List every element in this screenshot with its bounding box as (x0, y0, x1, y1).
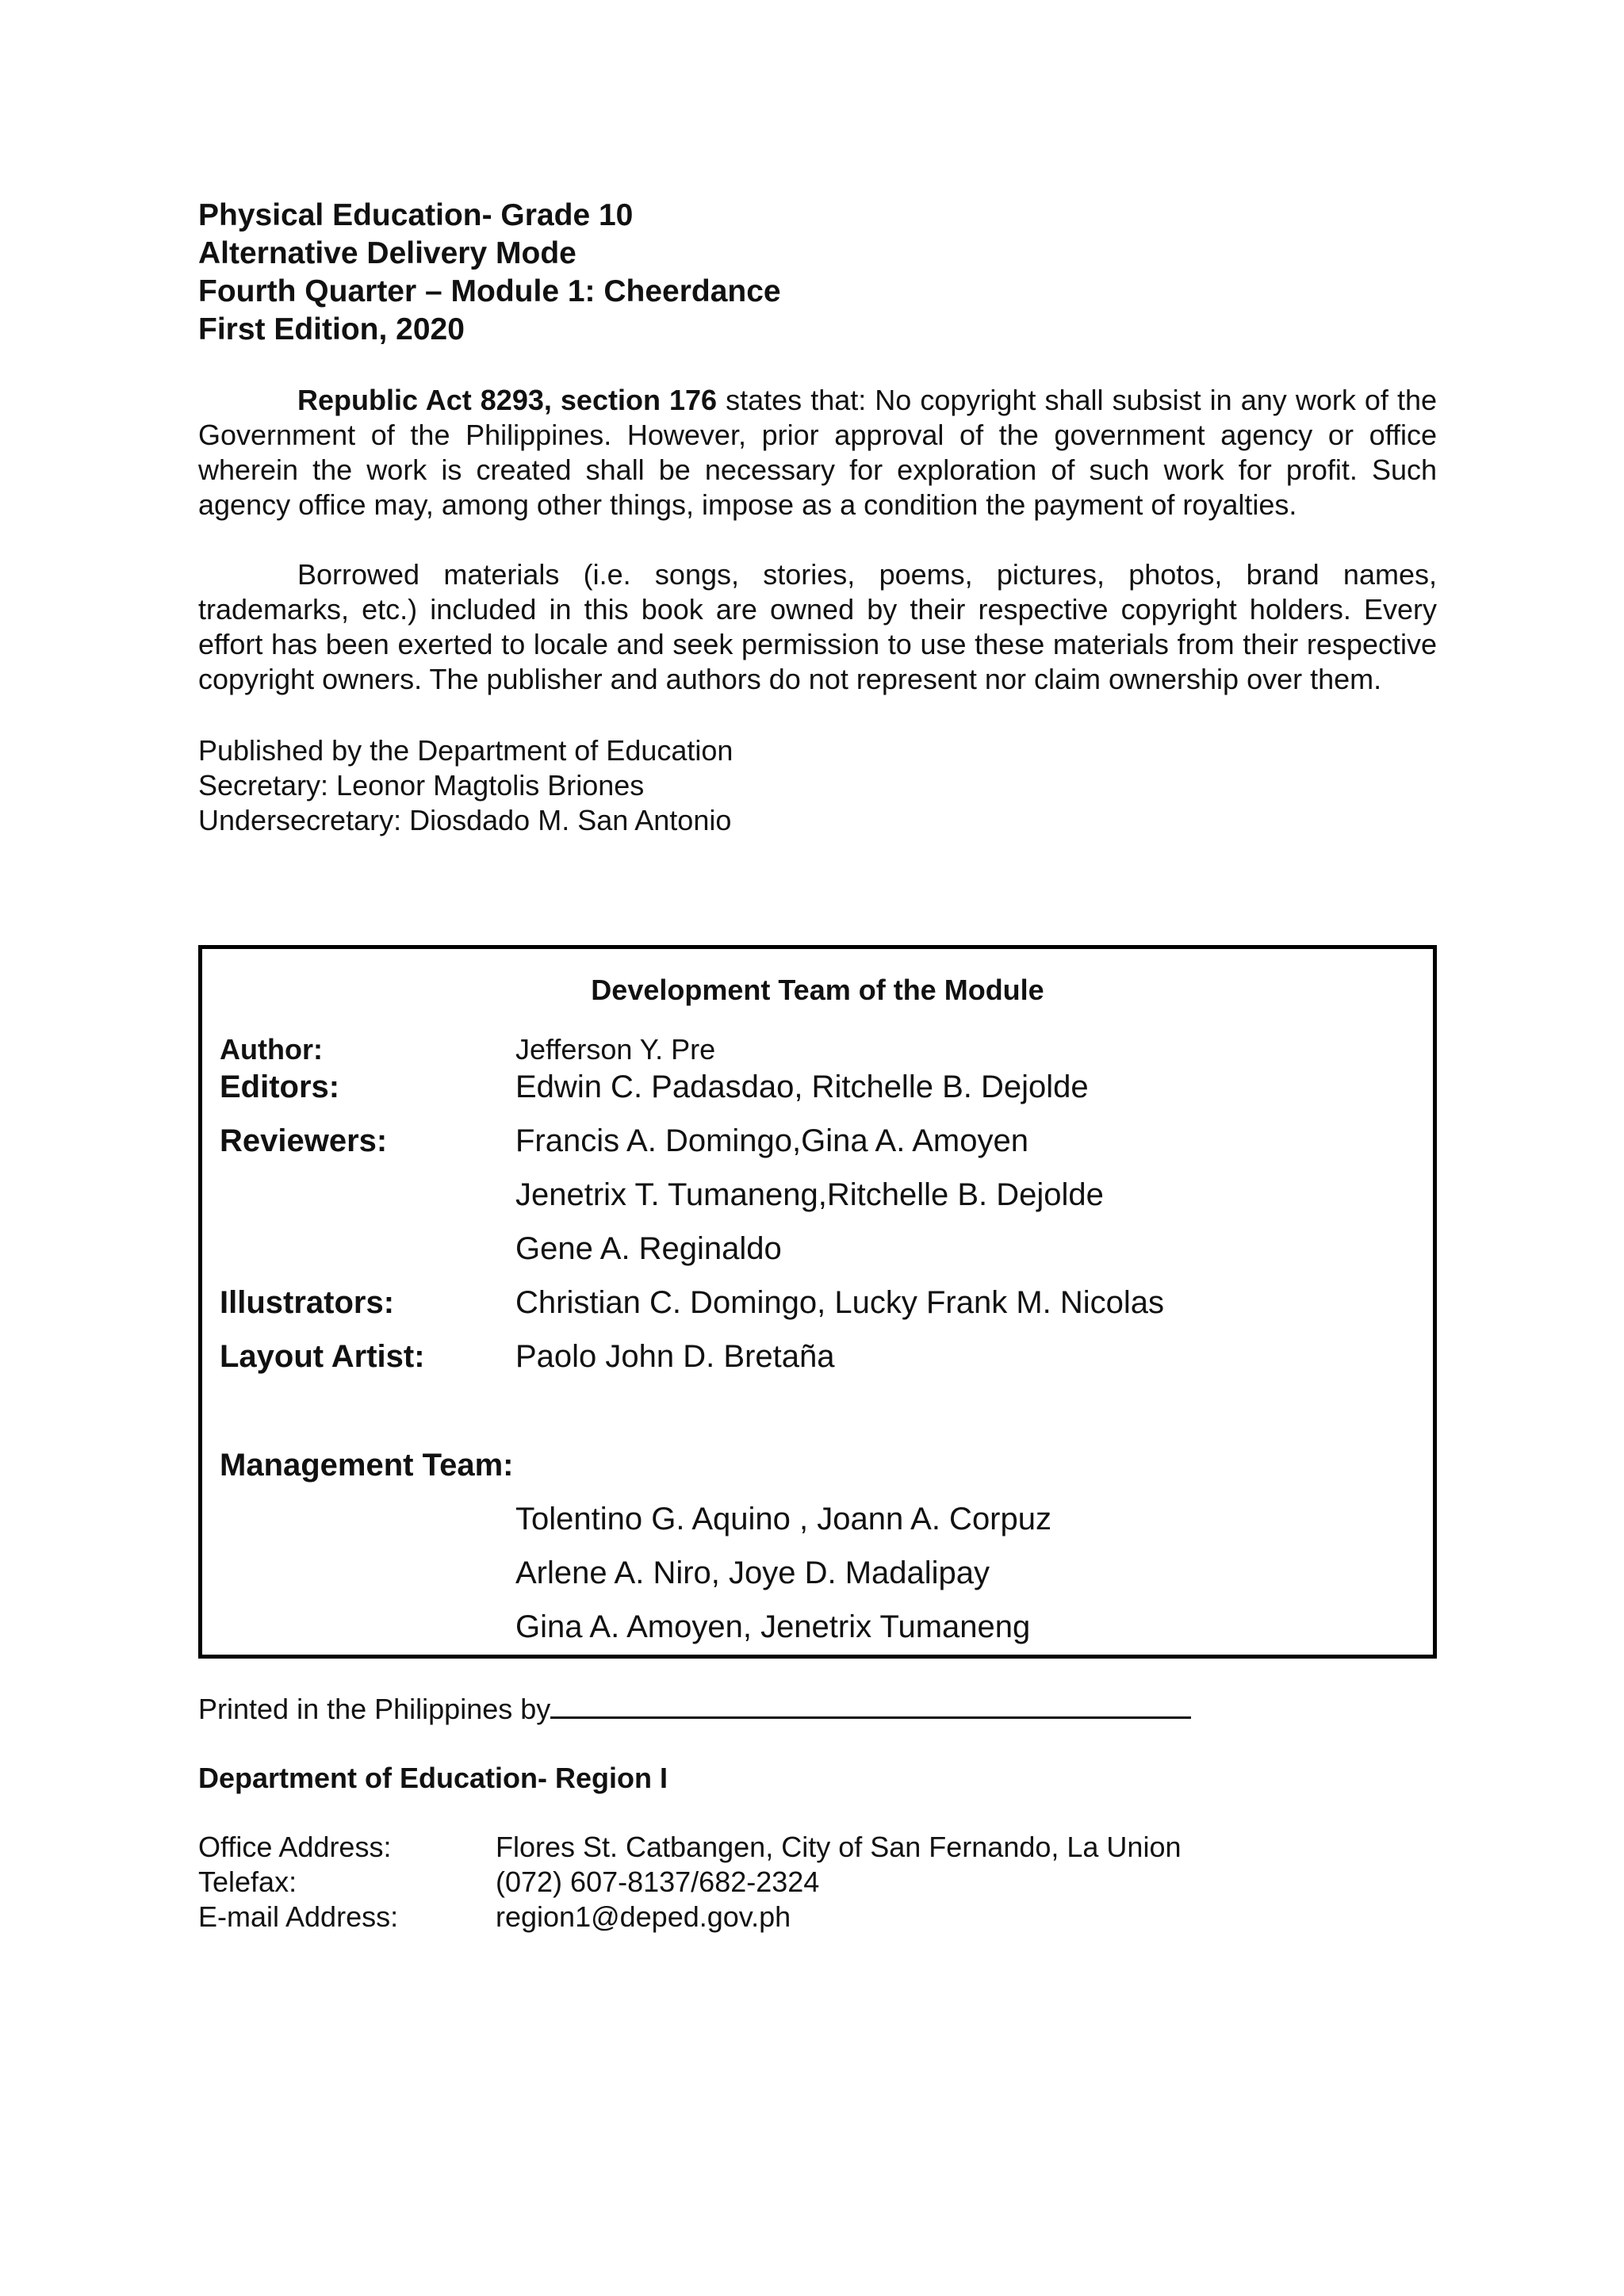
module-title: Fourth Quarter – Module 1: Cheerdance (198, 274, 781, 308)
borrowed-materials-notice: Borrowed materials (i.e. songs, stories, poems, pictures, photos, brand names, trademarks, etc.) included in this book are owned by their respective copyright holders. Every effort has been exerted to locale and seek permission to use these materials from their respective copyright owners. The publisher and authors do not represent nor claim ownership over them. (198, 558, 1437, 695)
telefax-label: Telefax: (198, 1866, 297, 1898)
management-names-3: Gina A. Amoyen, Jenetrix Tumaneng (515, 1609, 1031, 1644)
email-address: region1@deped.gov.ph (496, 1900, 791, 1933)
team-row-management-1 (220, 1500, 1409, 1538)
copyright-notice-text: states that: No copyright shall subsist in any work of the Government of the Philippines. However, prior approval of the government agency or office wherein the work is created shall be necessary for exploration of such work for profit. Such agency office may, among other things, impose as a condition the payment of royalties. (198, 384, 1437, 521)
management-names-2: Arlene A. Niro, Joye D. Madalipay (515, 1556, 990, 1590)
team-row-reviewers (220, 1122, 1409, 1160)
publisher-info (198, 733, 1437, 838)
copyright-page (198, 197, 1437, 1933)
development-team-box (198, 945, 1437, 1659)
team-row-layout-artist (220, 1337, 1409, 1376)
team-row-management-2 (220, 1554, 1409, 1592)
subject-title: Physical Education- Grade 10 (198, 198, 634, 232)
office-address-label: Office Address: (198, 1831, 392, 1863)
office-address: Flores St. Catbangen, City of San Fernando, La Union (496, 1831, 1182, 1863)
contact-row-email (198, 1900, 1388, 1934)
reviewers-names-3: Gene A. Reginaldo (515, 1231, 782, 1266)
module-title-block (198, 197, 1437, 349)
layout-artist-label: Layout Artist: (220, 1339, 425, 1374)
illustrators-label: Illustrators: (220, 1285, 395, 1320)
team-row-illustrators (220, 1284, 1409, 1322)
team-row-management (220, 1446, 1409, 1484)
team-row-author (220, 1032, 1409, 1067)
team-row-reviewers-2 (220, 1176, 1409, 1214)
management-names-1: Tolentino G. Aquino , Joann A. Corpuz (515, 1502, 1051, 1536)
team-row-management-3 (220, 1608, 1409, 1646)
contact-row-office (198, 1830, 1388, 1865)
reviewers-label: Reviewers: (220, 1123, 388, 1158)
email-label: E-mail Address: (198, 1900, 399, 1933)
published-by: Published by the Department of Education (198, 734, 733, 767)
author-name: Jefferson Y. Pre (515, 1033, 716, 1066)
printer-blank-line (550, 1693, 1191, 1719)
secretary: Secretary: Leonor Magtolis Briones (198, 769, 645, 802)
editors-label: Editors: (220, 1070, 340, 1104)
contact-row-telefax (198, 1865, 1388, 1900)
region-office-title: Department of Education- Region I (198, 1762, 668, 1794)
management-label: Management Team: (220, 1448, 514, 1483)
team-row-editors (220, 1068, 1409, 1106)
team-heading: Development Team of the Module (591, 974, 1044, 1006)
delivery-mode: Alternative Delivery Mode (198, 236, 576, 270)
copyright-notice (198, 383, 1437, 522)
printed-by-line (198, 1692, 1191, 1727)
printed-by-label: Printed in the Philippines by (198, 1693, 551, 1725)
illustrators-names: Christian C. Domingo, Lucky Frank M. Nicolas (515, 1285, 1165, 1320)
editors-names: Edwin C. Padasdao, Ritchelle B. Dejolde (515, 1070, 1089, 1104)
team-row-reviewers-3 (220, 1230, 1409, 1268)
edition: First Edition, 2020 (198, 312, 465, 346)
reviewers-names-1: Francis A. Domingo,Gina A. Amoyen (515, 1123, 1028, 1158)
reviewers-names-2: Jenetrix T. Tumaneng,Ritchelle B. Dejolde (515, 1177, 1104, 1212)
copyright-law-reference: Republic Act 8293, section 176 (297, 384, 718, 416)
undersecretary: Undersecretary: Diosdado M. San Antonio (198, 804, 732, 836)
author-label: Author: (220, 1033, 323, 1066)
contact-info (198, 1830, 1388, 1934)
layout-artist-name: Paolo John D. Bretaña (515, 1339, 835, 1374)
telefax-number: (072) 607-8137/682-2324 (496, 1866, 820, 1898)
